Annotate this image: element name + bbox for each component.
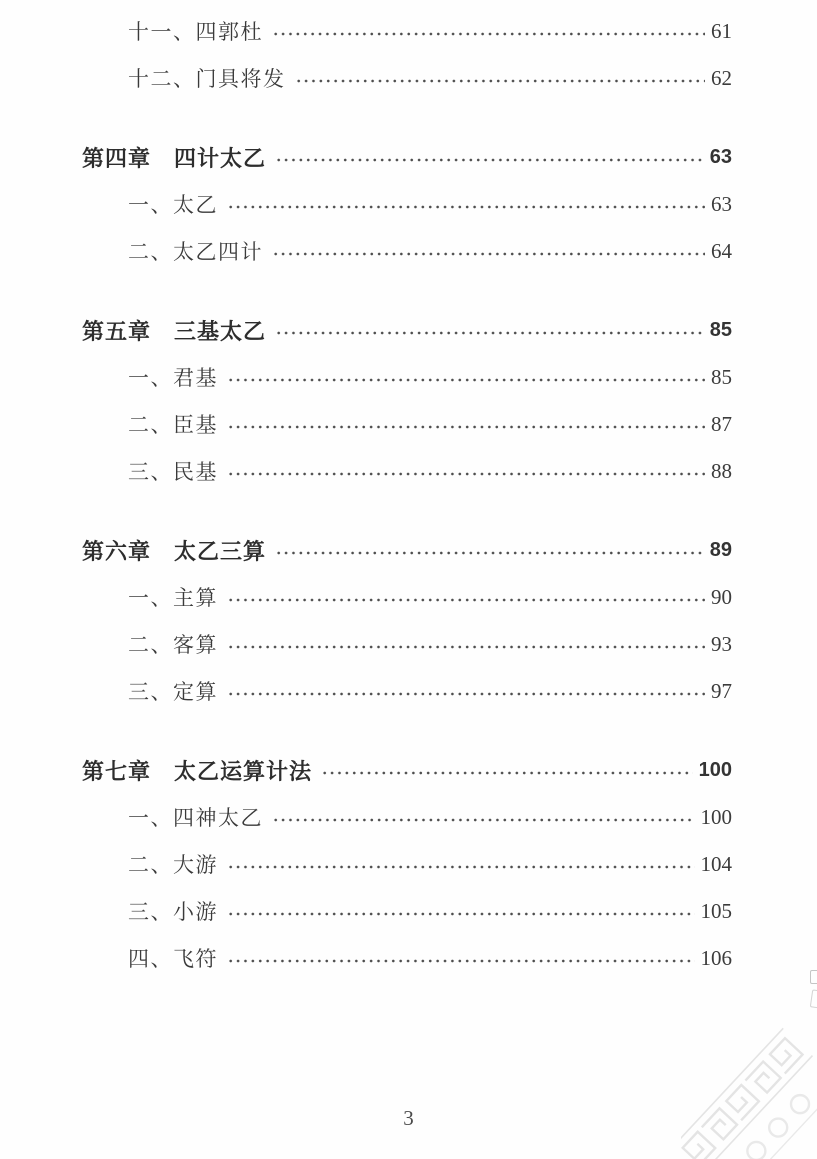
dot-leader [227,629,705,659]
toc-entry-title: 一、君基 [128,366,218,390]
corner-fretwork-ornament [681,1025,817,1159]
toc-section-chapter-7 [82,755,732,973]
toc-chapter-title: 第四章 四计太乙 [82,145,267,171]
dot-leader [227,409,705,439]
toc-entry-page: 100 [700,804,732,829]
toc-chapter-page: 100 [698,758,732,781]
toc-chapter-page: 89 [709,538,732,561]
dot-leader [275,315,704,345]
toc-entry-page: 85 [711,364,732,389]
page-edge-artifact [808,968,817,1014]
toc-entry-title: 二、客算 [128,633,218,657]
toc-entry [82,189,732,219]
toc-entry [82,676,732,706]
toc-entry-page: 61 [711,18,732,43]
toc-entry-page: 97 [711,678,732,703]
toc-entry-page: 93 [711,631,732,656]
toc-chapter-heading [82,315,732,345]
dot-leader [227,849,695,879]
dot-leader [295,63,706,93]
edge-smudge [810,989,817,1008]
dot-leader [272,16,705,46]
toc-entry [82,362,732,392]
toc-entry [82,849,732,879]
toc-entry-page: 106 [700,945,732,970]
toc-entry-page: 90 [711,584,732,609]
toc-entry-page: 104 [700,851,732,876]
toc-entry [82,629,732,659]
toc-entry [82,896,732,926]
toc-entry [82,63,732,93]
toc-entry-title: 二、大游 [128,853,218,877]
toc-entry [82,409,732,439]
toc-entry-title: 十二、门具将发 [128,67,286,91]
dot-leader [227,582,705,612]
toc-entry [82,582,732,612]
toc-entry-page: 88 [711,458,732,483]
toc-entry-page: 105 [700,898,732,923]
toc-entry [82,802,732,832]
toc-entry [82,456,732,486]
dot-leader [321,755,693,785]
toc-section-chapter-6 [82,535,732,706]
toc-section-chapter-4 [82,142,732,266]
toc-entry-title: 三、定算 [128,680,218,704]
toc-entry-title: 十一、四郭杜 [128,20,263,44]
toc-chapter-page: 63 [709,145,732,168]
toc-entry-page: 64 [711,238,732,263]
toc-entry-title: 一、主算 [128,586,218,610]
dot-leader [227,456,705,486]
toc-entry-title: 三、小游 [128,900,218,924]
toc-entry [82,943,732,973]
toc-entry-page: 87 [711,411,732,436]
toc-chapter-heading [82,535,732,565]
toc-entry-title: 一、太乙 [128,193,218,217]
toc-entry [82,236,732,266]
dot-leader [272,236,705,266]
dot-leader [227,676,705,706]
dot-leader [275,142,704,172]
edge-smudge [810,970,817,984]
table-of-contents [82,16,732,990]
folio-page-number: 3 [403,1106,414,1130]
toc-section-chapter-5 [82,315,732,486]
toc-entry-title: 二、太乙四计 [128,240,263,264]
dot-leader [275,535,704,565]
toc-chapter-title: 第六章 太乙三算 [82,538,267,564]
dot-leader [227,362,705,392]
toc-entry-title: 三、民基 [128,460,218,484]
dot-leader [227,189,705,219]
toc-chapter-title: 第五章 三基太乙 [82,318,267,344]
toc-entry-title: 二、臣基 [128,413,218,437]
toc-chapter-heading [82,755,732,785]
toc-entry [82,16,732,46]
toc-chapter-heading [82,142,732,172]
dot-leader [272,802,695,832]
toc-entry-page: 62 [711,65,732,90]
toc-chapter-page: 85 [709,318,732,341]
dot-leader [227,943,695,973]
dot-leader [227,896,695,926]
toc-chapter-title: 第七章 太乙运算计法 [82,758,313,784]
toc-entry-title: 四、飞符 [128,947,218,971]
toc-entry-page: 63 [711,191,732,216]
toc-section [82,16,732,93]
toc-entry-title: 一、四神太乙 [128,806,263,830]
